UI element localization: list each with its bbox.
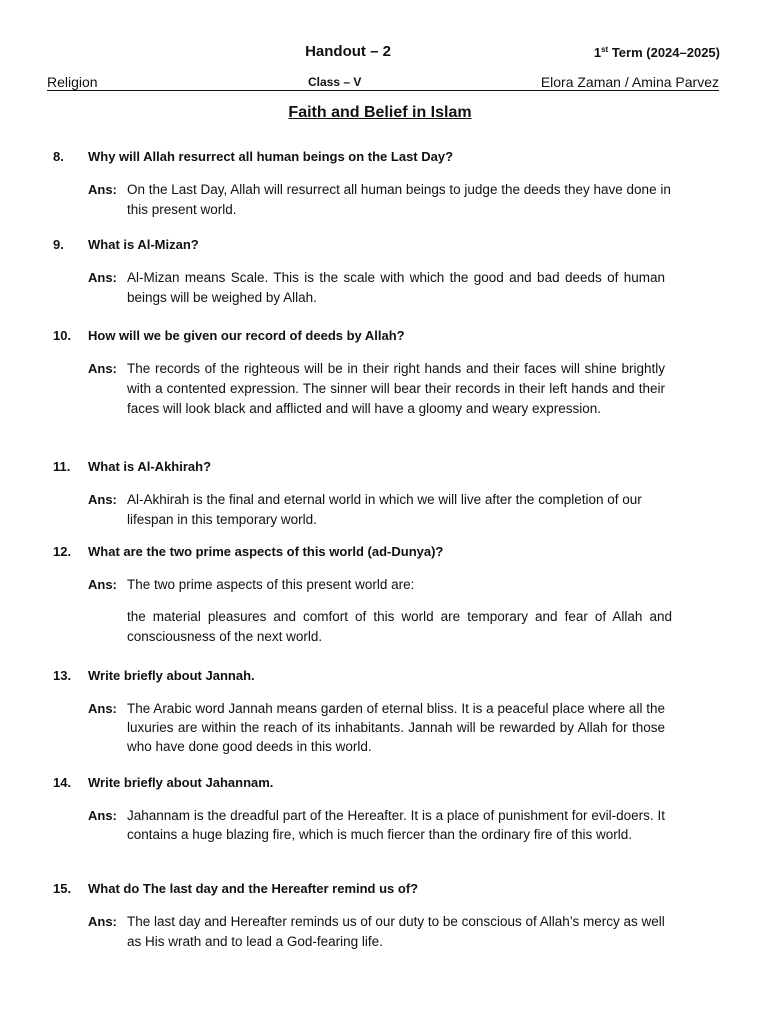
question <box>53 458 693 476</box>
answer-text: Al-Akhirah is the final and eternal world in which we will live after the completion of our lifespan in this temporary world. <box>127 492 642 527</box>
answer <box>88 575 693 647</box>
question-text: How will we be given our record of deeds by Allah? <box>88 328 405 343</box>
term-label <box>594 45 720 60</box>
question <box>53 880 693 898</box>
answer-label: Ans: <box>88 914 117 929</box>
answer <box>88 699 693 756</box>
subject-label: Religion <box>47 74 98 90</box>
answer-label: Ans: <box>88 577 117 592</box>
answer-text: The records of the righteous will be in their right hands and their faces will shine brightly with a contented expression. The sinner will bear their records in their left hands and their faces will look black and afflicted and will have a gloomy and weary expression. <box>127 361 665 416</box>
question-number: 15. <box>53 881 72 896</box>
class-label: Class – V <box>308 75 362 89</box>
question <box>53 543 693 561</box>
teachers-label: Elora Zaman / Amina Parvez <box>540 74 719 90</box>
answer <box>88 912 693 952</box>
question-number: 8. <box>53 149 64 164</box>
handout-title: Handout – 2 <box>305 43 391 60</box>
answer <box>88 490 693 530</box>
qa-item-10 <box>53 327 693 419</box>
question <box>53 774 693 792</box>
answer <box>88 359 693 419</box>
question-text: Why will Allah resurrect all human beings on the Last Day? <box>88 149 454 164</box>
question-number: 13. <box>53 668 72 683</box>
answer-text: On the Last Day, Allah will resurrect all human beings to judge the deeds they have done in this present world. <box>127 182 671 217</box>
qa-item-12 <box>53 543 693 647</box>
question-number: 14. <box>53 775 72 790</box>
question <box>53 236 693 254</box>
question-number: 9. <box>53 237 64 252</box>
qa-item-9 <box>53 236 693 308</box>
answer-text: The two prime aspects of this present world are: <box>127 577 415 592</box>
question-text: What do The last day and the Hereafter remind us of? <box>88 881 419 896</box>
answer-label: Ans: <box>88 361 117 376</box>
answer <box>88 806 693 844</box>
answer-label: Ans: <box>88 492 117 507</box>
qa-item-8 <box>53 148 693 220</box>
qa-item-14 <box>53 774 693 844</box>
qa-item-15 <box>53 880 693 952</box>
document-title: Faith and Belief in Islam <box>288 104 472 121</box>
answer-text: Al-Mizan means Scale. This is the scale with which the good and bad deeds of human beings will be weighed by Allah. <box>127 270 665 305</box>
answer-text-continued: the material pleasures and comfort of this world are temporary and fear of Allah and consciousness of the next world. <box>127 609 672 644</box>
question-number: 10. <box>53 328 72 343</box>
answer <box>88 180 693 220</box>
question <box>53 327 693 345</box>
answer-text: Jahannam is the dreadful part of the Hereafter. It is a place of punishment for evil-doers. It contains a huge blazing fire, which is much fiercer than the ordinary fire of this world. <box>127 808 665 842</box>
qa-item-13 <box>53 667 693 756</box>
answer-text: The Arabic word Jannah means garden of eternal bliss. It is a peaceful place where all the luxuries are within the reach of its inhabitants. Jannah will be rewarded by Allah for those who have done good deeds in this world. <box>127 701 665 754</box>
term-number: 1 <box>593 45 602 60</box>
question-number: 11. <box>53 459 71 474</box>
answer-label: Ans: <box>88 701 117 716</box>
answer-label: Ans: <box>88 808 117 823</box>
term-years: Term (2024–2025) <box>608 45 720 60</box>
answer-label: Ans: <box>88 182 117 197</box>
question <box>53 667 693 685</box>
question-text: What is Al-Akhirah? <box>88 459 212 474</box>
question-text: What is Al-Mizan? <box>88 237 199 252</box>
term-ordinal-suffix: st <box>601 45 609 54</box>
answer <box>88 268 693 308</box>
question-text: What are the two prime aspects of this world (ad-Dunya)? <box>88 544 444 559</box>
header-info-line <box>47 74 719 91</box>
qa-item-11 <box>53 458 693 530</box>
answer-label: Ans: <box>88 270 117 285</box>
question-number: 12. <box>53 544 72 559</box>
question-text: Write briefly about Jannah. <box>88 668 255 683</box>
answer-text: The last day and Hereafter reminds us of our duty to be conscious of Allah’s mercy as well as His wrath and to lead a God-fearing life. <box>127 914 665 949</box>
question <box>53 148 693 166</box>
question-text: Write briefly about Jahannam. <box>88 775 274 790</box>
